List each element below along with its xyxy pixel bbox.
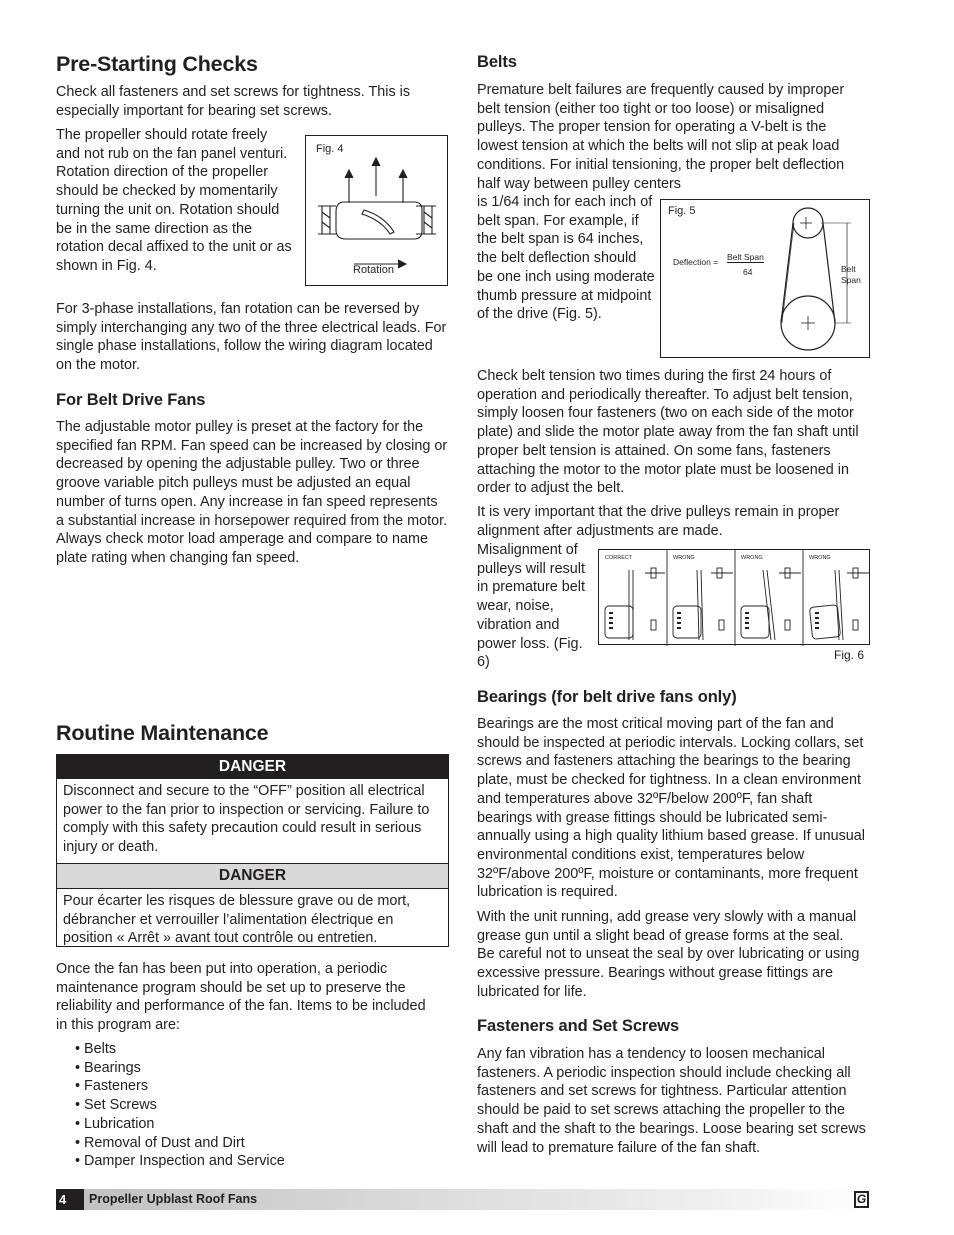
routine-maintenance-title: Routine Maintenance — [56, 721, 269, 745]
page-number: 4 — [56, 1189, 84, 1210]
brand-logo: G — [854, 1191, 869, 1208]
pulley-alignment-diagram — [599, 550, 871, 646]
figure-5 — [660, 199, 870, 358]
belts-paragraph-1b: is 1/64 inch for each inch of belt span. For example, if the belt span is 64 inches, the belt deflection should be one inch using moderate thumb pressure at midpoint of the drive (Fig. 5). — [477, 194, 655, 323]
pre-starting-title: Pre-Starting Checks — [56, 52, 258, 76]
belt-deflection-diagram — [661, 200, 871, 359]
list-item: • Set Screws — [75, 1097, 157, 1114]
figure-5-label: Fig. 5 — [668, 205, 696, 217]
footer-title: Propeller Upblast Roof Fans — [89, 1192, 258, 1206]
danger-header-fr: DANGER — [57, 863, 448, 889]
fig6-panel-label: WRONG — [673, 555, 695, 561]
list-item: • Fasteners — [75, 1078, 149, 1095]
fig6-panel-label: WRONG — [741, 555, 763, 561]
figure-4 — [305, 135, 448, 286]
maintenance-items-list — [75, 1040, 375, 1171]
bearings-title: Bearings (for belt drive fans only) — [477, 688, 737, 706]
list-item: • Damper Inspection and Service — [75, 1153, 285, 1170]
danger-text-en: Disconnect and secure to the “OFF” position all electrical power to the fan prior to inspection or servicing. Failure to comply with this safety precaution could result in serious injury or death. — [63, 783, 430, 856]
danger-header-en: DANGER — [57, 755, 448, 779]
list-item: • Belts — [75, 1041, 117, 1057]
belts-paragraph-1: Premature belt failures are frequently caused by improper belt tension (either too tight or too loose) or misaligned pulleys. The proper tension for operating a V-belt is the lowest tension at which the belts will not slip at peak load conditions. For initial tensioning, the proper belt deflection half way between pulley centers — [477, 82, 845, 192]
belts-paragraph-3b: Misalignment of pulleys will result in premature belt wear, noise, vibration and power loss. (Fig. 6) — [477, 542, 585, 671]
figure-6-label: Fig. 6 — [834, 648, 865, 662]
list-item: • Removal of Dust and Dirt — [75, 1134, 245, 1151]
danger-notice — [56, 754, 449, 947]
bearings-paragraph-2: With the unit running, add grease very slowly with a manual grease gun until a slight bead of grease forms at the seal. Be careful not to unseat the seal by over lubricating or using excessive pressure. Bearings without grease fittings are lubricated for life. — [477, 909, 860, 1000]
pre-starting-paragraph-1: Check all fasteners and set screws for tightness. This is especially important for bearing set screws. — [56, 84, 411, 119]
deflection-label: Deflection = — [673, 257, 719, 267]
list-item: • Bearings — [75, 1059, 141, 1076]
danger-text-fr: Pour écarter les risques de blessure grave ou de mort, débrancher et verrouiller l’alimentation électrique en position « Arrêt » avant tout contrôle ou entretien. — [63, 893, 411, 947]
figure-4-rotation-label: Rotation — [353, 264, 394, 276]
figure-6 — [598, 549, 870, 645]
belt-span-numerator: Belt Span — [727, 252, 764, 262]
list-item: • Lubrication — [75, 1115, 155, 1132]
belt-drive-title: For Belt Drive Fans — [56, 391, 206, 409]
bearings-paragraph-1: Bearings are the most critical moving part of the fan and should be inspected at periodic intervals. Locking collars, set screws and fasteners attaching the bearings to the bearing plate, must be checked for tightness. In a clean environment and temperatures above 32ºF/below 200ºF, fan shaft bearings with grease fittings should be lubricated semi-annually using a high quality lithium based grease. If unusual environmental conditions exist, temperatures below 32ºF/above 200ºF, moisture or contaminants, more frequent lubrication is required. — [477, 716, 865, 901]
routine-paragraph: Once the fan has been put into operation, a periodic maintenance program should be set up to preserve the reliability and performance of the fan. Items to be included in this program are: — [56, 961, 426, 1034]
belts-paragraph-2: Check belt tension two times during the first 24 hours of operation and periodically thereafter. To adjust belt tension, simply loosen four fasteners (two on each side of the motor plate) and slide the motor plate away from the fan shaft until proper belt tension is attained. On some fans, fasteners attaching the motor to the motor plate must be loosened in order to adjust the belt. — [477, 368, 859, 497]
belts-title: Belts — [477, 53, 517, 71]
pre-starting-paragraph-2: The propeller should rotate freely and not rub on the fan panel venturi. Rotation direction of the propeller should be checked by momentarily turning the unit on. Rotation should be in the same direction as the rotation decal affixed to the unit or as shown in Fig. 4. — [56, 127, 292, 274]
pre-starting-paragraph-3: For 3-phase installations, fan rotation can be reversed by simply interchanging any two of the three electrical leads. For single phase installations, follow the wiring diagram located on the motor. — [56, 301, 447, 374]
belt-span-side-label-2: Span — [841, 275, 861, 285]
fasteners-title: Fasteners and Set Screws — [477, 1017, 680, 1035]
belt-span-side-label-1: Belt — [841, 264, 856, 274]
figure-4-label: Fig. 4 — [316, 143, 344, 155]
fig6-panel-label: WRONG — [809, 555, 831, 561]
belt-span-denominator: 64 — [743, 267, 753, 277]
fasteners-paragraph: Any fan vibration has a tendency to loosen mechanical fasteners. A periodic inspection should include checking all fasteners and set screws for tightness. Particular attention should be paid to set screws attaching the propeller to the shaft and the shaft to the bearings. Loose bearing set screws will lead to premature failure of the fan shaft. — [477, 1046, 866, 1156]
fig6-panel-label: CORRECT — [605, 555, 633, 561]
belt-drive-paragraph: The adjustable motor pulley is preset at the factory for the specified fan RPM. Fan speed can be increased by closing or decreased by opening the adjustable pulley. Two or three groove variable pitch pulleys must be adjusted an equal number of turns open. Any increase in fan speed represents a substantial increase in horsepower required from the motor. Always check motor load amperage and compare to name plate rating when changing fan speed. — [56, 419, 448, 566]
belts-paragraph-3: It is very important that the drive pulleys remain in proper alignment after adjustments are made. — [477, 504, 840, 539]
